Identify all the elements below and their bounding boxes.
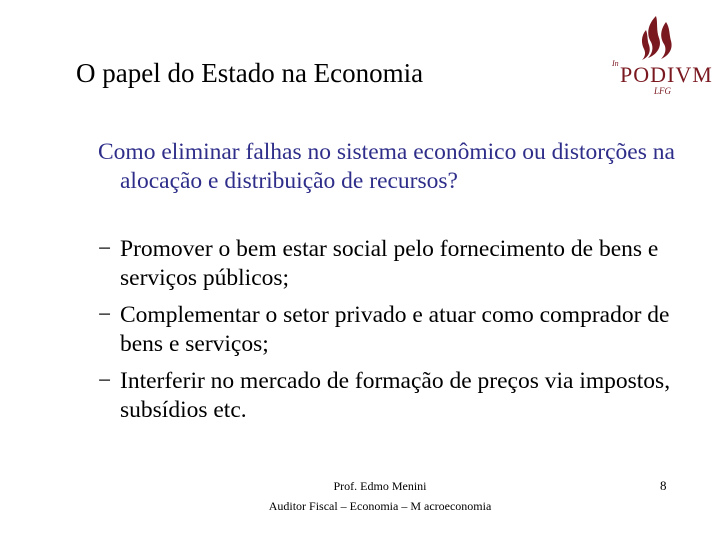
bullet-list [98,235,698,433]
podivm-logo [604,12,714,100]
slide-footer [250,476,510,516]
footer-author: Prof. Edmo Menini [333,479,427,493]
flame-logo-icon [642,16,672,60]
bullet-text: Complementar o setor privado e atuar como comprador de bens e serviços; [120,302,670,357]
dash-marker: − [98,368,112,394]
bullet-item [98,235,698,293]
bullet-item [98,301,698,359]
bullet-text: Interferir no mercado de formação de preços via impostos, subsídios etc. [120,368,671,423]
bullet-text: Promover o bem estar social pelo fornecimento de bens e serviços públicos; [120,236,659,291]
dash-marker: − [98,302,112,328]
footer-course: Auditor Fiscal – Economia – M acroeconomia [268,499,492,513]
bullet-item [98,367,698,425]
slide-title: O papel do Estado na Economia [76,58,424,88]
page-number: 8 [660,478,667,493]
logo-wordmark: PODIVM [620,62,713,87]
logo-prefix: In [612,59,619,68]
logo-tagline: LFG [654,86,672,96]
dash-marker: − [98,236,112,262]
slide-question: Como eliminar falhas no sistema econômico ou distorções na alocação e distribuição de recursos? [98,139,675,194]
